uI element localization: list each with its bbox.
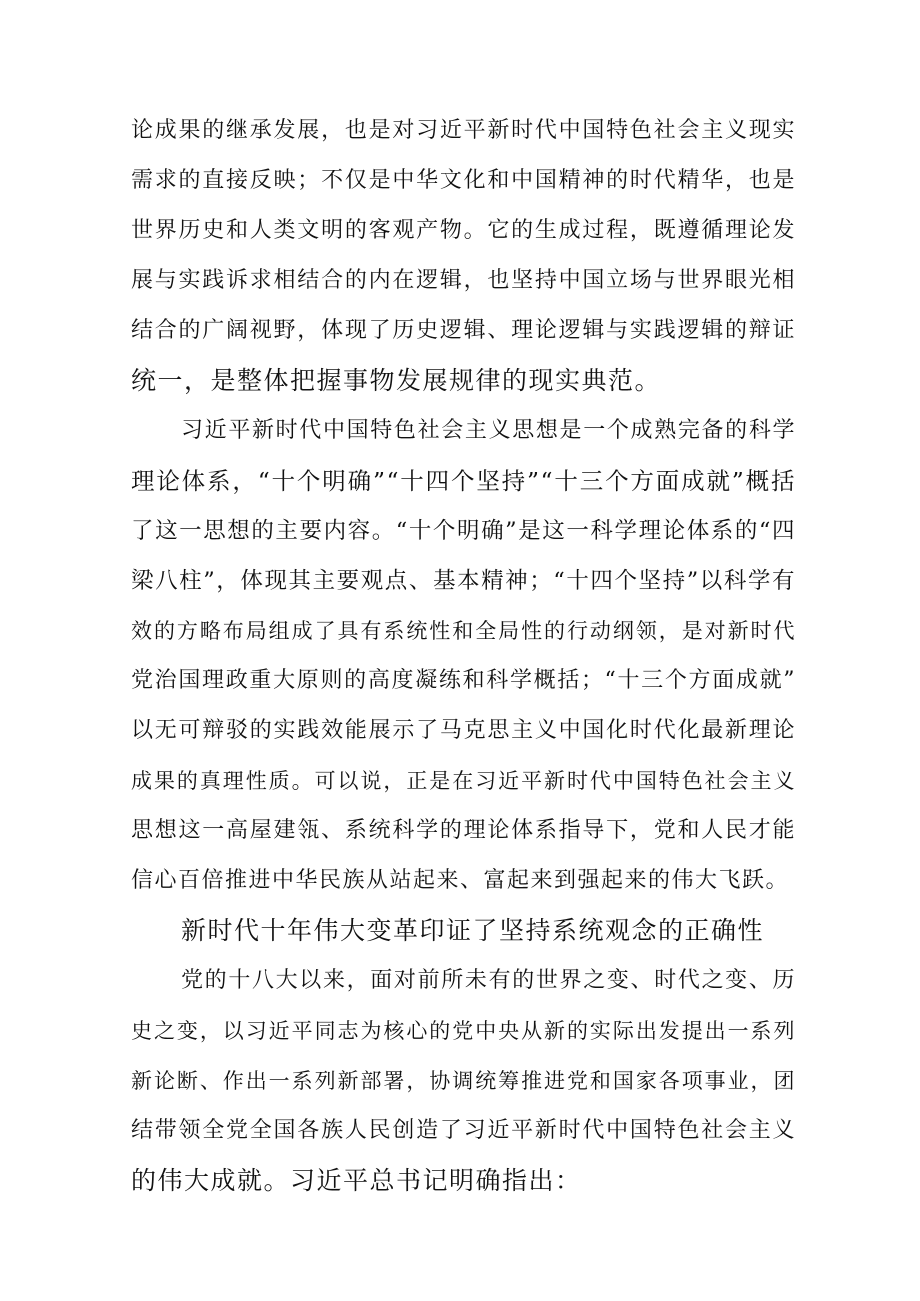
- text-line: 展与实践诉求相结合的内在逻辑，也坚持中国立场与世界眼光相: [131, 268, 796, 293]
- text-line: 世界历史和人类文明的客观产物。它的生成过程，既遵循理论发: [131, 218, 796, 243]
- text-line: 理论体系，“十个明确”“十四个坚持”“十三个方面成就”概括: [131, 467, 796, 495]
- text-line: 史之变，以习近平同志为核心的党中央从新的实际出发提出一系列: [131, 1019, 796, 1043]
- text-line: 新论断、作出一系列新部署，协调统筹推进党和国家各项事业，团: [131, 1069, 796, 1093]
- text-line: 了这一思想的主要内容。“十个明确”是这一科学理论体系的“四: [131, 518, 796, 544]
- text-line: 以无可辩驳的实践效能展示了马克思主义中国化时代化最新理论: [131, 718, 796, 743]
- text-line: 党治国理政重大原则的高度凝练和科学概括；“十三个方面成就”: [131, 668, 796, 693]
- text-line: 的伟大成就。习近平总书记明确指出：: [131, 1166, 582, 1195]
- text-line: 论成果的继承发展，也是对习近平新时代中国特色社会主义现实: [131, 118, 796, 143]
- text-line: 思想这一高屋建瓴、系统科学的理论体系指导下，党和人民才能: [131, 818, 796, 843]
- section-heading: [131, 906, 796, 956]
- text-line: 党的十八大以来，面对前所未有的世界之变、时代之变、历: [181, 968, 796, 993]
- paragraph-continuation: [131, 106, 796, 406]
- text-line: 统一，是整体把握事物发展规律的现实典范。: [131, 366, 662, 395]
- text-line: 需求的直接反映；不仅是中华文化和中国精神的时代精华，也是: [131, 168, 796, 193]
- section-heading-text: 新时代十年伟大变革印证了坚持系统观念的正确性: [181, 916, 765, 945]
- text-line: 结带领全党全国各族人民创造了习近平新时代中国特色社会主义: [131, 1118, 796, 1143]
- text-line: 信心百倍推进中华民族从站起来、富起来到强起来的伟大飞跃。: [131, 868, 790, 893]
- text-line: 习近平新时代中国特色社会主义思想是一个成熟完备的科学: [181, 418, 796, 443]
- document-body: [131, 106, 796, 1206]
- text-line: 成果的真理性质。可以说，正是在习近平新时代中国特色社会主义: [131, 769, 796, 793]
- text-line: 结合的广阔视野，体现了历史逻辑、理论逻辑与实践逻辑的辩证: [131, 318, 796, 343]
- paragraph-theory-system: [131, 406, 796, 906]
- text-line: 效的方略布局组成了具有系统性和全局性的行动纲领，是对新时代: [131, 619, 796, 643]
- text-line: 梁八柱”，体现其主要观点、基本精神；“十四个坚持”以科学有: [131, 568, 796, 594]
- paragraph-new-era: [131, 956, 796, 1206]
